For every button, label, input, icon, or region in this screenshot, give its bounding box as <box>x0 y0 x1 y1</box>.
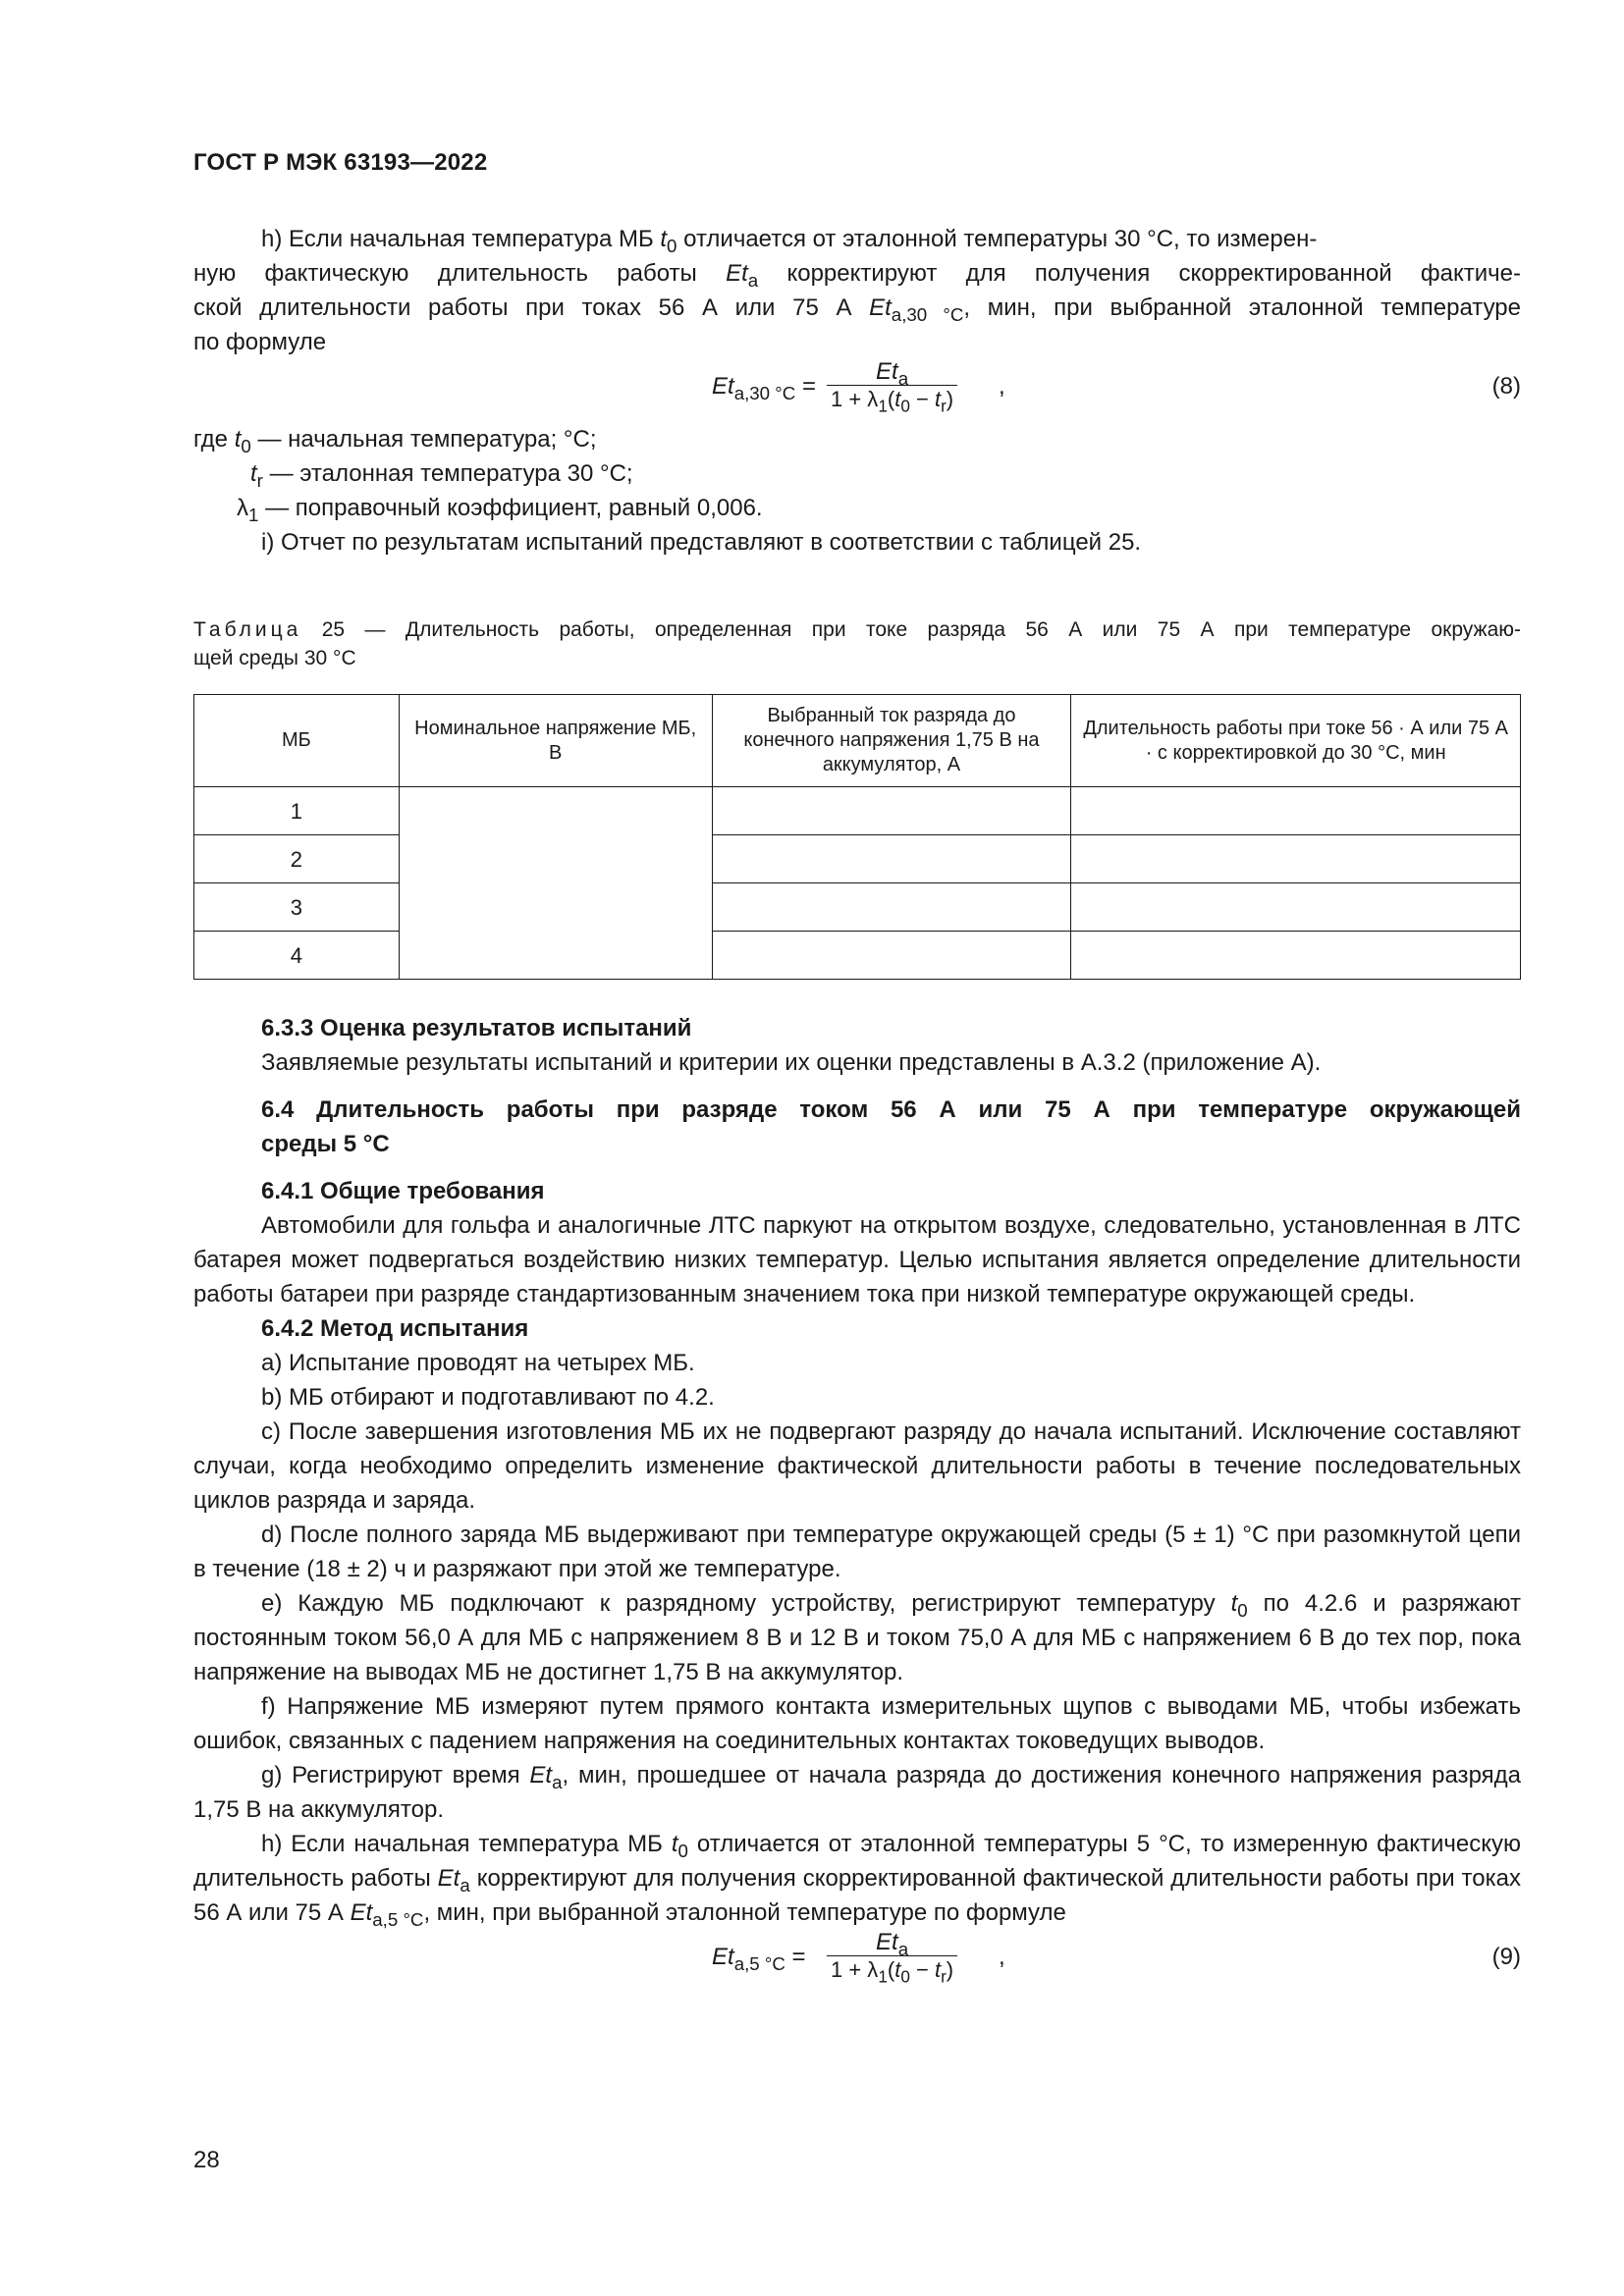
section-6-4 <box>193 1093 1521 1161</box>
caption-label: Таблица <box>193 618 302 641</box>
heading-6-4-1: 6.4.1 Общие требования <box>261 1178 545 1204</box>
formula-9-lhs: $Et_{a,5 ^\circ С}$ = <box>712 1944 806 1974</box>
table-cell <box>1071 883 1521 932</box>
item-d: d) После полного заряда МБ выдерживают при температуре окружающей среды (5 ± 1) °С при разомкнутой цепи в течение (18 ± 2) ч и разряжают при этой же температуре. <box>193 1522 1521 1582</box>
item-f: f) Напряжение МБ измеряют путем прямого контакта измерительных щупов с выводами МБ, чтобы избежать ошибок, связанных с падением напряжения на соединительных контактах токоведущих выводов. <box>193 1693 1521 1754</box>
formula-9-fraction <box>827 1929 957 1987</box>
item-h: h) Если начальная температура МБ $t_0$ отличается от эталонной температуры 5 °С, то измеренную фактическую длительность работы $Et_a$ корректируют для получения скорректированной фактической длительности работы при токах 56 А или 75 А $Et_{a,5 ^\circ С}$, мин, при выбранной эталонной температуре по формуле <box>193 1831 1522 1930</box>
table-cell-voltage-merged <box>399 787 712 980</box>
item-a: a) Испытание проводят на четырех МБ. <box>261 1350 695 1376</box>
section-6-3-3 <box>193 1011 1521 1080</box>
table-cell <box>712 787 1071 835</box>
table-header-mb: МБ <box>194 695 400 787</box>
formula-9-denominator: $1 + \lambda_1(t_0 - t_r)$ <box>831 1957 954 1987</box>
para-h-line1: h) Если начальная температура МБ $t_0$ отличается от эталонной температуры 30 °С, то измерен- <box>261 226 1318 256</box>
para-6-3-3: Заявляемые результаты испытаний и критерии их оценки представлены в А.3.2 (приложение А). <box>261 1049 1322 1076</box>
where-t0: где $t_0$ — начальная температура; °С; <box>193 426 597 456</box>
table-25-caption <box>193 615 1521 672</box>
table-header-voltage: Номинальное напряжение МБ, В <box>399 695 712 787</box>
where-list-1 <box>193 422 1521 560</box>
table-cell <box>1071 932 1521 980</box>
table-row <box>194 883 1521 932</box>
section-h-30 <box>193 222 1521 560</box>
heading-6-4-line2: среды 5 °С <box>261 1131 390 1157</box>
item-b: b) МБ отбирают и подготавливают по 4.2. <box>261 1384 715 1411</box>
table-cell-mb: 2 <box>194 835 400 883</box>
formula-8-number: (8) <box>1491 373 1521 400</box>
item-e: e) Каждую МБ подключают к разрядному устройству, регистрируют температуру $t_0$ по 4.2.6 и разряжают постоянным током 56,0 А для МБ с напряжением 8 В и 12 В и током 75,0 А для МБ с напряжением 6 В до тех пор, пока напряжение на выводах МБ не достигнет 1,75 В на аккумулятор. <box>193 1590 1522 1685</box>
table-row <box>194 835 1521 883</box>
where-lambda: $\lambda_1$ — поправочный коэффициент, равный 0,006. <box>237 495 763 525</box>
section-6-4-1 <box>193 1174 1521 1993</box>
heading-6-4-2: 6.4.2 Метод испытания <box>261 1315 529 1342</box>
table-25 <box>193 694 1521 980</box>
page-number: 28 <box>193 2147 220 2173</box>
caption-text: 25 — Длительность работы, определенная при токе разряда 56 А или 75 А при температуре окружаю- <box>301 618 1521 641</box>
table-header-duration: Длительность работы при токе 56 · А или 75 А · с корректировкой до 30 °С, мин <box>1071 695 1521 787</box>
table-cell-mb: 3 <box>194 883 400 932</box>
heading-6-4-line1: 6.4 Длительность работы при разряде током 56 А или 75 А при температуре окружающей <box>261 1096 1521 1123</box>
formula-9-numerator: $Et_a$ <box>827 1930 957 1956</box>
table-cell <box>712 835 1071 883</box>
formula-8-denominator: $1 + \lambda_1(t_0 - t_r)$ <box>831 387 954 416</box>
item-g: g) Регистрируют время $Et_a$, мин, прошедшее от начала разряда до достижения конечного напряжения разряда 1,75 В на аккумулятор. <box>193 1762 1521 1823</box>
table-row <box>194 932 1521 980</box>
item-c: c) После завершения изготовления МБ их не подвергают разряду до начала испытаний. Исключение составляют случаи, когда необходимо определить изменение фактической длительности работы в течение последовательных циклов разряда и заряда. <box>193 1418 1521 1514</box>
where-tr: $t_r$ — эталонная температура 30 °С; <box>250 460 633 491</box>
formula-9-number: (9) <box>1491 1944 1521 1970</box>
table-cell <box>1071 835 1521 883</box>
formula-9-tail: , <box>999 1944 1005 1970</box>
document-header: ГОСТ Р МЭК 63193—2022 <box>193 149 488 176</box>
table-cell <box>712 932 1071 980</box>
table-cell-mb: 1 <box>194 787 400 835</box>
formula-8-numerator: $Et_a$ <box>827 359 957 386</box>
formula-9 <box>193 1930 1521 1993</box>
formula-8-fraction <box>827 358 957 416</box>
para-h-line4: по формуле <box>193 329 327 355</box>
table-cell-mb: 4 <box>194 932 400 980</box>
item-i: i) Отчет по результатам испытаний представляют в соответствии с таблицей 25. <box>261 529 1142 556</box>
formula-8-tail: , <box>999 373 1005 400</box>
table-cell <box>712 883 1071 932</box>
formula-8 <box>193 359 1521 422</box>
table-row <box>194 787 1521 835</box>
para-h-line2: ную фактическую длительность работы $Et_a$ корректируют для получения скорректированной фактиче- <box>193 260 1522 291</box>
formula-8-lhs: $Et_{a,30 ^\circ С}$ = <box>712 373 816 403</box>
table-cell <box>1071 787 1521 835</box>
para-6-4-1: Автомобили для гольфа и аналогичные ЛТС паркуют на открытом воздухе, следовательно, установленная в ЛТС батарея может подвергаться воздействию низких температур. Целью испытания является определение длительности работы батареи при разряде стандартизованным значением тока при низкой температуре окружающей среды. <box>193 1212 1521 1308</box>
heading-6-3-3: 6.3.3 Оценка результатов испытаний <box>261 1015 692 1041</box>
caption-line2: щей среды 30 °С <box>193 647 356 669</box>
para-h-line3: ской длительности работы при токах 56 А или 75 А $Et_{a,30 ^\circ С}$, мин, при выбранной эталонной температуре <box>193 294 1521 325</box>
table-header-current: Выбранный ток разряда до конечного напряжения 1,75 В на аккумулятор, А <box>712 695 1071 787</box>
